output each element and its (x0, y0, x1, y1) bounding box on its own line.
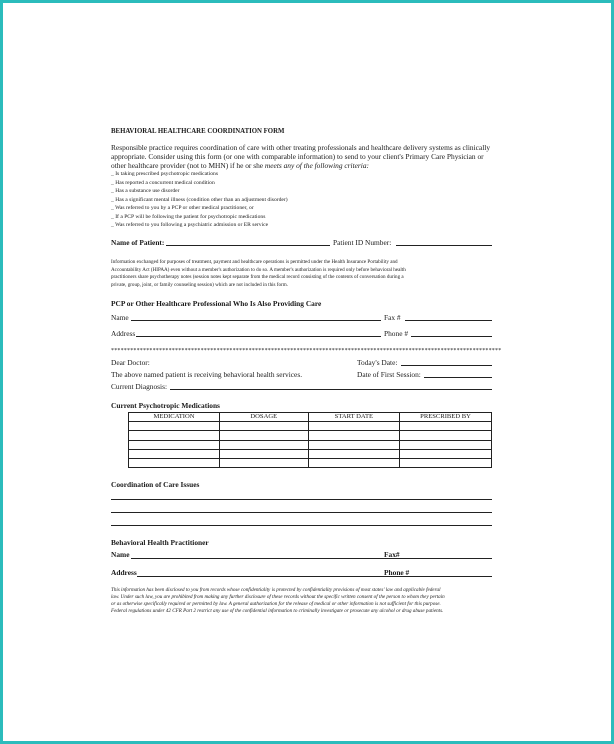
table-cell[interactable] (400, 422, 492, 431)
pcp-name-field[interactable] (131, 320, 381, 321)
coordination-field-line-1[interactable] (111, 499, 492, 500)
pcp-fax-field[interactable] (405, 320, 492, 321)
table-cell[interactable] (308, 431, 399, 440)
table-cell[interactable] (400, 440, 492, 449)
intro-line-3-italic: meets any of the following criteria: (264, 161, 369, 170)
table-cell[interactable] (219, 431, 308, 440)
table-cell[interactable] (308, 422, 399, 431)
disclaimer-line: This information has been disclosed to you from records whose confidentiality is protected by confidentiality provisions of most states' law and applicable federal (111, 587, 441, 593)
table-row (129, 422, 492, 431)
bhp-name-label: Name (111, 550, 130, 559)
table-cell[interactable] (308, 449, 399, 458)
bhp-phone-label: Phone # (384, 568, 410, 577)
coordination-field-line-2[interactable] (111, 512, 492, 513)
consent-line: Information exchanged for purposes of treatment, payment and healthcare operations is permitted under the Health Insurance Portability and (111, 259, 398, 265)
consent-line: Accountability Act (HIPAA) even without a member's authorization to do so. A member's authorization is required only before behavioral health (111, 266, 406, 273)
table-cell[interactable] (400, 458, 492, 467)
criteria-item: _ Has reported a concurrent medical condition (111, 179, 215, 186)
dear-doctor-label: Dear Doctor: (111, 358, 150, 367)
bhp-address-field[interactable] (137, 576, 492, 577)
intro-line-1: Responsible practice requires coordination of care with other treating professionals and healthcare delivery systems as clinically (111, 143, 491, 152)
criteria-item: _ Was referred to you following a psychiatric admission or ER service (111, 222, 269, 228)
pcp-address-label: Address (111, 329, 136, 338)
separator-line: ************************************************************************************************************************** (111, 348, 502, 354)
pcp-phone-label: Phone # (384, 329, 409, 338)
table-cell[interactable] (219, 458, 308, 467)
table-cell[interactable] (219, 422, 308, 431)
criteria-item: _ Has a substance use disorder (111, 188, 180, 194)
disclaimer-line: Federal regulations under 42 CFR Part 2 restrict any use of the confidential information to criminally investigate or prosecute any alcohol or drug abuse patients. (111, 608, 444, 614)
intro-line-3-text: other healthcare provider (not to MHN) if he or she (111, 161, 265, 170)
table-cell[interactable] (308, 440, 399, 449)
bhp-address-label: Address (111, 568, 137, 577)
medication-header: MEDICATION (129, 413, 220, 422)
table-header-row (129, 413, 492, 422)
name-of-patient-label: Name of Patient: (111, 238, 165, 247)
prescribed-by-header: PRESCRIBED BY (400, 413, 492, 422)
intro-line-2: appropriate. Consider using this form (or one with comparable information) to send to your client's Primary Care Physician or (111, 152, 484, 161)
coordination-field-line-3[interactable] (111, 525, 492, 526)
name-of-patient-field[interactable] (166, 245, 330, 246)
form-title: BEHAVIORAL HEALTHCARE COORDINATION FORM (111, 128, 285, 135)
coordination-label: Coordination of Care Issues (111, 480, 200, 489)
practitioner-label: Behavioral Health Practitioner (111, 538, 209, 547)
criteria-item: _ If a PCP will be following the patient for psychotropic medications (111, 213, 266, 220)
current-diagnosis-field[interactable] (170, 389, 492, 390)
medications-table (128, 412, 492, 468)
pcp-phone-field[interactable] (411, 336, 492, 337)
table-cell[interactable] (129, 449, 220, 458)
pcp-address-field[interactable] (136, 336, 381, 337)
intro-line-3 (111, 161, 369, 170)
disclaimer-line: law. Under such law, you are prohibited from making any further disclosure of these records without the specific written consent of the person to whom they pertain (111, 594, 445, 600)
pcp-name-label: Name (111, 313, 129, 322)
dosage-header: DOSAGE (219, 413, 308, 422)
table-cell[interactable] (219, 449, 308, 458)
table-cell[interactable] (129, 431, 220, 440)
criteria-item: _ Was referred to you by a PCP or other medical practitioner, or (111, 205, 254, 211)
receiving-services-text: The above named patient is receiving behavioral health services. (111, 370, 303, 379)
patient-id-label: Patient ID Number: (333, 238, 392, 247)
table-cell[interactable] (219, 440, 308, 449)
table-cell[interactable] (400, 431, 492, 440)
consent-line: practitioners share psychotherapy notes (session notes kept separate from the medical record consisting of the contents of conversation during a (111, 274, 404, 280)
disclaimer-line: or as otherwise specifically required or permitted by law. A general authorization for the release of medical or other information is not sufficient for this purpose. (111, 601, 441, 607)
criteria-item: _ Is taking prescribed psychotropic medications (111, 171, 219, 177)
current-diagnosis-label: Current Diagnosis: (111, 382, 168, 391)
consent-line: private, group, joint, or family counseling session) which are not included in this form. (111, 281, 288, 288)
pcp-fax-label: Fax # (384, 313, 401, 322)
table-cell[interactable] (129, 440, 220, 449)
table-row (129, 431, 492, 440)
table-row (129, 440, 492, 449)
patient-id-field[interactable] (396, 245, 492, 246)
table-row (129, 458, 492, 467)
table-row (129, 449, 492, 458)
todays-date-label: Today's Date: (357, 358, 398, 367)
table-cell[interactable] (129, 458, 220, 467)
pcp-section-label: PCP or Other Healthcare Professional Who Is Also Providing Care (111, 299, 322, 308)
bhp-fax-label: Fax# (384, 550, 400, 559)
document-frame (3, 3, 611, 741)
first-session-label: Date of First Session: (357, 370, 421, 379)
criteria-item: _ Has a significant mental illness (condition other than an adjustment disorder) (111, 196, 288, 203)
todays-date-field[interactable] (401, 365, 492, 366)
first-session-field[interactable] (424, 377, 492, 378)
table-cell[interactable] (129, 422, 220, 431)
bhp-name-field[interactable] (131, 558, 492, 559)
table-cell[interactable] (308, 458, 399, 467)
start-date-header: START DATE (308, 413, 399, 422)
table-cell[interactable] (400, 449, 492, 458)
form-page (3, 3, 611, 741)
meds-section-label: Current Psychotropic Medications (111, 401, 220, 410)
